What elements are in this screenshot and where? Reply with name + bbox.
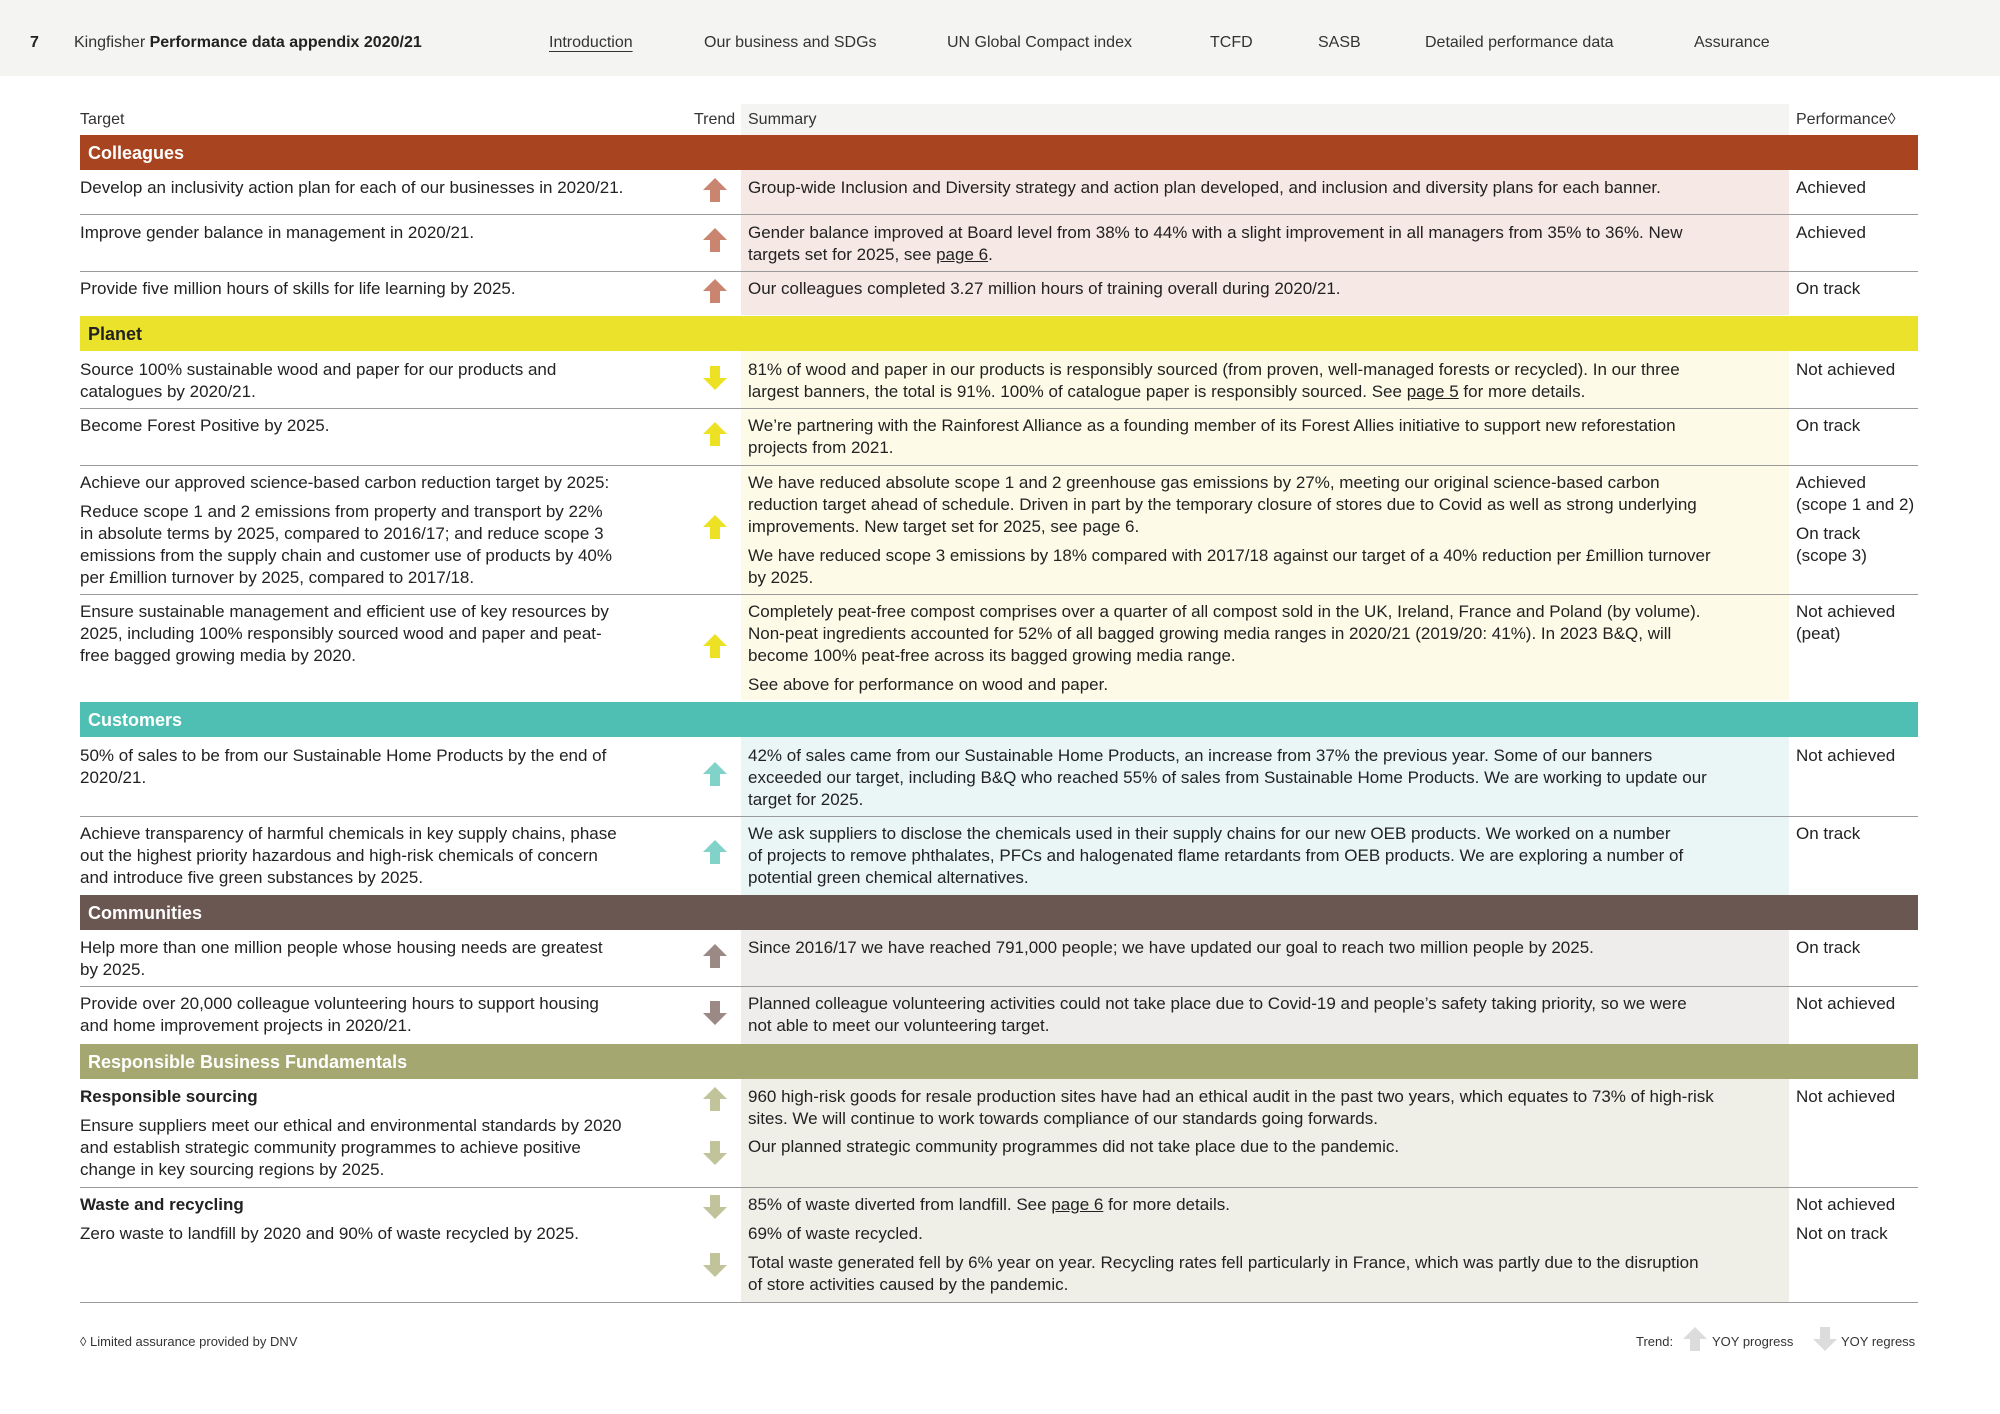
target-line: emissions from the supply chain and customer use of products by 40% xyxy=(80,546,612,565)
target-inclusivity-plan: Develop an inclusivity action plan for each of our businesses in 2020/21. xyxy=(80,178,624,197)
column-header-summary: Summary xyxy=(748,111,817,128)
performance-waste-recycled: Not on track xyxy=(1796,1224,1888,1243)
performance-line: (scope 3) xyxy=(1796,546,1867,565)
column-header-performance: Performance◊ xyxy=(1796,111,1896,128)
summary-line: of projects to remove phthalates, PFCs and halogenated flame retardants from OEB products. We are exploring a number of xyxy=(748,846,1684,865)
trend-up-arrow-icon xyxy=(702,514,728,540)
trend-up-arrow-icon xyxy=(702,839,728,865)
trend-down-arrow-icon xyxy=(702,1194,728,1220)
target-line: Ensure suppliers meet our ethical and environmental standards by 2020 xyxy=(80,1116,622,1135)
trend-down-arrow-icon xyxy=(702,1000,728,1026)
page-number: 7 xyxy=(30,34,39,51)
legend-yoy-progress: YOY progress xyxy=(1712,1334,1794,1349)
section-responsible-business-fundamentals: Responsible Business Fundamentals xyxy=(80,1044,1918,1079)
summary-peat-free xyxy=(748,601,1784,667)
performance-housing-needs: On track xyxy=(1796,938,1861,957)
row-divider xyxy=(80,271,1918,272)
target-volunteering-hours xyxy=(80,993,680,1037)
target-responsible-sourcing xyxy=(80,1115,680,1181)
performance-line: On track xyxy=(1796,524,1861,543)
target-housing-needs xyxy=(80,937,680,981)
target-waste-recycling: Zero waste to landfill by 2020 and 90% of waste recycled by 2025. xyxy=(80,1224,579,1243)
table-bottom-border xyxy=(80,1302,1918,1303)
summary-line: 81% of wood and paper in our products is responsibly sourced (from proven, well-managed forests or recycled). In our three xyxy=(748,360,1680,379)
summary-line: become 100% peat-free across its bagged growing media range. xyxy=(748,646,1236,665)
section-customers: Customers xyxy=(80,702,1918,737)
row-divider xyxy=(80,1187,1918,1188)
summary-sustainable-wood xyxy=(748,359,1784,403)
target-line: by 2025. xyxy=(80,960,146,979)
summary-forest-positive xyxy=(748,415,1784,459)
nav-detailed-performance-data[interactable]: Detailed performance data xyxy=(1425,34,1614,51)
summary-waste-generated xyxy=(748,1252,1784,1296)
target-sustainable-wood xyxy=(80,359,680,403)
summary-line: exceeded our target, including B&Q who reached 55% of sales from Sustainable Home Products. We are working to update our xyxy=(748,768,1707,787)
trend-up-arrow-icon xyxy=(702,761,728,787)
target-line: and home improvement projects in 2020/21. xyxy=(80,1016,412,1035)
trend-down-arrow-icon xyxy=(702,1252,728,1278)
summary-line: by 2025. xyxy=(748,568,814,587)
assurance-footnote: ◊ Limited assurance provided by DNV xyxy=(80,1334,298,1349)
summary-header-bg xyxy=(741,104,1789,135)
row-divider xyxy=(80,816,1918,817)
target-harmful-chemicals xyxy=(80,823,680,889)
legend-yoy-regress: YOY regress xyxy=(1841,1334,1916,1349)
target-line: Source 100% sustainable wood and paper for our products and xyxy=(80,360,557,379)
target-line: and establish strategic community programmes to achieve positive xyxy=(80,1138,581,1157)
summary-line: We’re partnering with the Rainforest Alliance as a founding member of its Forest Allies initiative to support new reforestation xyxy=(748,416,1676,435)
target-line: per £million turnover by 2025, compared to 2017/18. xyxy=(80,568,475,587)
row-divider xyxy=(80,465,1918,466)
performance-waste-landfill: Not achieved xyxy=(1796,1195,1896,1214)
top-bar xyxy=(0,0,2000,76)
trend-up-arrow-icon xyxy=(702,1086,728,1112)
performance-line: (peat) xyxy=(1796,624,1841,643)
summary-sustainable-home-products xyxy=(748,745,1784,811)
summary-waste-landfill xyxy=(748,1194,1784,1216)
summary-line: We ask suppliers to disclose the chemicals used in their supply chains for our new OEB products. We worked on a number xyxy=(748,824,1671,843)
summary-skills-learning: Our colleagues completed 3.27 million hours of training overall during 2020/21. xyxy=(748,279,1341,298)
target-line: Ensure sustainable management and efficient use of key resources by xyxy=(80,602,609,621)
summary-line: projects from 2021. xyxy=(748,438,894,457)
performance-carbon-scope-3 xyxy=(1796,523,1918,567)
column-header-trend: Trend xyxy=(694,111,736,128)
target-line: 50% of sales to be from our Sustainable Home Products by the end of xyxy=(80,746,607,765)
row-divider xyxy=(80,408,1918,409)
performance-responsible-sourcing: Not achieved xyxy=(1796,1087,1896,1106)
target-carbon-reduction-title: Achieve our approved science-based carbon reduction target by 2025: xyxy=(80,473,610,492)
summary-harmful-chemicals xyxy=(748,823,1784,889)
nav-tcfd[interactable]: TCFD xyxy=(1210,34,1253,51)
summary-ethical-audit xyxy=(748,1086,1784,1130)
summary-carbon-scope-1-2 xyxy=(748,472,1784,538)
nav-our-business-sdgs[interactable]: Our business and SDGs xyxy=(704,34,877,51)
target-responsible-sourcing-title: Responsible sourcing xyxy=(80,1087,258,1106)
summary-line: not able to meet our volunteering target. xyxy=(748,1016,1050,1035)
summary-line: Gender balance improved at Board level from 38% to 44% with a slight improvement in all managers from 35% to 36%. New xyxy=(748,223,1683,242)
document-title xyxy=(74,34,422,52)
summary-line-end: for more details. xyxy=(1463,382,1586,401)
summary-line: 960 high-risk goods for resale production sites have had an ethical audit in the past two years, which equates to 73% of high-risk xyxy=(748,1087,1714,1106)
target-line: and introduce five green substances by 2025. xyxy=(80,868,424,887)
doc-title: Performance data appendix 2020/21 xyxy=(149,34,422,51)
summary-line: Total waste generated fell by 6% year on year. Recycling rates fell particularly in France, which was partly due to the disruption xyxy=(748,1253,1699,1272)
summary-line: targets set for 2025, see xyxy=(748,245,932,264)
target-line: in absolute terms by 2025, compared to 2016/17; and reduce scope 3 xyxy=(80,524,604,543)
summary-line: Completely peat-free compost comprises over a quarter of all compost sold in the UK, Ireland, France and Poland (by volume). xyxy=(748,602,1701,621)
target-line: Help more than one million people whose housing needs are greatest xyxy=(80,938,603,957)
performance-line: Not achieved xyxy=(1796,602,1896,621)
summary-line: largest banners, the total is 91%. 100% of catalogue paper is responsibly sourced. See xyxy=(748,382,1402,401)
target-waste-recycling-title: Waste and recycling xyxy=(80,1195,244,1214)
row-divider xyxy=(80,594,1918,595)
target-line: Achieve transparency of harmful chemicals in key supply chains, phase xyxy=(80,824,617,843)
target-forest-positive: Become Forest Positive by 2025. xyxy=(80,416,330,435)
target-line: change in key sourcing regions by 2025. xyxy=(80,1160,385,1179)
page-6-link[interactable]: page 6 xyxy=(1051,1195,1104,1214)
target-line: free bagged growing media by 2020. xyxy=(80,646,356,665)
performance-carbon-scope-1-2 xyxy=(1796,472,1918,516)
nav-sasb[interactable]: SASB xyxy=(1318,34,1361,51)
nav-introduction[interactable]: Introduction xyxy=(549,34,633,51)
performance-volunteering-hours: Not achieved xyxy=(1796,994,1896,1013)
page-6-link[interactable]: page 6 xyxy=(936,245,989,264)
trend-down-arrow-icon xyxy=(702,365,728,391)
summary-line: We have reduced scope 3 emissions by 18% compared with 2017/18 against our target of a 40% reduction per £million turnover xyxy=(748,546,1711,565)
performance-inclusivity-plan: Achieved xyxy=(1796,178,1866,197)
summary-volunteering-hours xyxy=(748,993,1784,1037)
trend-up-arrow-icon xyxy=(702,943,728,969)
summary-community-programmes: Our planned strategic community programmes did not take place due to the pandemic. xyxy=(748,1137,1400,1156)
trend-up-arrow-icon xyxy=(702,177,728,203)
performance-forest-positive: On track xyxy=(1796,416,1861,435)
nav-un-global-compact[interactable]: UN Global Compact index xyxy=(947,34,1132,51)
target-gender-balance: Improve gender balance in management in 2020/21. xyxy=(80,223,475,242)
summary-line: reduction target ahead of schedule. Driven in part by the temporary closure of stores due to Covid as well as strong underlying xyxy=(748,495,1697,514)
summary-line: potential green chemical alternatives. xyxy=(748,868,1029,887)
performance-line: (scope 1 and 2) xyxy=(1796,495,1915,514)
summary-line: sites. We will continue to work towards compliance of our standards going forwards. xyxy=(748,1109,1378,1128)
page-5-link[interactable]: page 5 xyxy=(1406,382,1459,401)
company-name: Kingfisher xyxy=(74,34,146,51)
trend-up-arrow-icon xyxy=(702,633,728,659)
trend-up-arrow-icon xyxy=(702,278,728,304)
summary-waste-recycled: 69% of waste recycled. xyxy=(748,1224,923,1243)
performance-sustainable-home-products: Not achieved xyxy=(1796,746,1896,765)
summary-line: Planned colleague volunteering activities could not take place due to Covid-19 and people’s safety taking priority, so we were xyxy=(748,994,1687,1013)
target-line: 2025, including 100% responsibly sourced wood and paper and peat- xyxy=(80,624,602,643)
nav-assurance[interactable]: Assurance xyxy=(1694,34,1770,51)
summary-line: improvements. New target set for 2025, see page 6. xyxy=(748,517,1140,536)
target-line: catalogues by 2020/21. xyxy=(80,382,256,401)
performance-gender-balance: Achieved xyxy=(1796,223,1866,242)
section-communities: Communities xyxy=(80,895,1918,930)
target-sustainable-home-products xyxy=(80,745,680,789)
target-carbon-reduction xyxy=(80,501,680,589)
summary-carbon-scope-3 xyxy=(748,545,1784,589)
section-planet: Planet xyxy=(80,316,1918,351)
summary-inclusivity-plan: Group-wide Inclusion and Diversity strategy and action plan developed, and inclusion and diversity plans for each banner. xyxy=(748,178,1661,197)
performance-skills-learning: On track xyxy=(1796,279,1861,298)
target-key-resources xyxy=(80,601,680,667)
summary-gender-balance xyxy=(748,222,1784,266)
trend-down-arrow-icon xyxy=(702,1140,728,1166)
legend-up-arrow-icon xyxy=(1682,1326,1708,1352)
summary-line-end: . xyxy=(988,245,993,264)
trend-up-arrow-icon xyxy=(702,421,728,447)
target-line: Provide over 20,000 colleague volunteering hours to support housing xyxy=(80,994,599,1013)
section-colleagues: Colleagues xyxy=(80,135,1918,170)
target-skills-learning: Provide five million hours of skills for life learning by 2025. xyxy=(80,279,516,298)
trend-legend-label: Trend: xyxy=(1636,1334,1674,1349)
summary-line: of store activities caused by the pandemic. xyxy=(748,1275,1069,1294)
row-divider xyxy=(80,986,1918,987)
summary-line: target for 2025. xyxy=(748,790,864,809)
row-divider xyxy=(80,214,1918,215)
performance-harmful-chemicals: On track xyxy=(1796,824,1861,843)
target-line: out the highest priority hazardous and high-risk chemicals of concern xyxy=(80,846,598,865)
performance-key-resources xyxy=(1796,601,1918,645)
legend-down-arrow-icon xyxy=(1812,1326,1838,1352)
summary-see-above: See above for performance on wood and paper. xyxy=(748,675,1109,694)
summary-line: Non-peat ingredients accounted for 52% of all bagged growing media ranges in 2020/21 (2019/20: 41%). In 2023 B&Q, will xyxy=(748,624,1672,643)
summary-line: We have reduced absolute scope 1 and 2 greenhouse gas emissions by 27%, meeting our original science-based carbon xyxy=(748,473,1660,492)
target-line: 2020/21. xyxy=(80,768,147,787)
summary-line: 42% of sales came from our Sustainable Home Products, an increase from 37% the previous year. Some of our banners xyxy=(748,746,1653,765)
performance-line: Achieved xyxy=(1796,473,1866,492)
summary-line-end: for more details. xyxy=(1108,1195,1230,1214)
target-line: Reduce scope 1 and 2 emissions from property and transport by 22% xyxy=(80,502,603,521)
summary-housing-needs: Since 2016/17 we have reached 791,000 people; we have updated our goal to reach two million people by 2025. xyxy=(748,938,1594,957)
performance-sustainable-wood: Not achieved xyxy=(1796,360,1896,379)
column-header-target: Target xyxy=(80,111,125,128)
trend-up-arrow-icon xyxy=(702,227,728,253)
summary-line: 85% of waste diverted from landfill. See xyxy=(748,1195,1047,1214)
